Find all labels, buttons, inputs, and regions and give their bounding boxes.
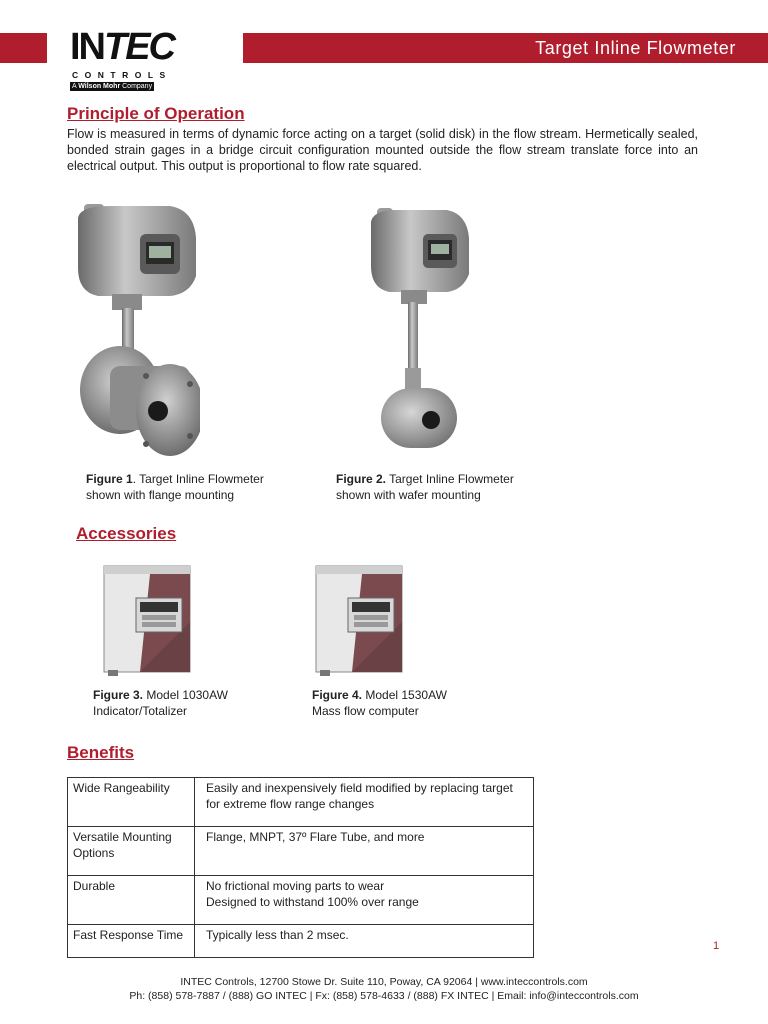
benefit-name: Versatile Mounting Options	[68, 827, 195, 876]
benefit-description: Flange, MNPT, 37º Flare Tube, and more	[195, 827, 534, 876]
benefit-description: Typically less than 2 msec.	[195, 925, 534, 958]
header-bar-left	[0, 33, 47, 63]
intec-logo	[70, 26, 174, 94]
figure-3-image	[100, 562, 194, 678]
benefits-heading: Benefits	[67, 743, 135, 762]
figure-4-image	[312, 562, 406, 678]
accessories-heading: Accessories	[76, 524, 177, 543]
figure-1-caption: Figure 1. Target Inline Flowmeter shown with flange mounting	[86, 472, 264, 502]
page-number: 1	[713, 940, 720, 952]
footer-address: INTEC Controls, 12700 Stowe Dr. Suite 110, Poway, CA 92064 | www.inteccontrols.com	[180, 976, 588, 988]
principle-heading: Principle of Operation	[67, 104, 245, 123]
benefits-table	[67, 777, 534, 958]
benefit-name: Wide Rangeability	[68, 778, 195, 827]
table-row	[68, 925, 534, 958]
benefit-description: Easily and inexpensively field modified by replacing target for extreme flow range changes	[195, 778, 534, 827]
logo-controls: CONTROLS	[72, 70, 172, 80]
table-row	[68, 778, 534, 827]
page-title: Target Inline Flowmeter	[535, 38, 736, 58]
benefit-name: Fast Response Time	[68, 925, 195, 958]
figure-4-caption: Figure 4. Model 1530AW Mass flow computer	[312, 688, 447, 718]
logo-wordmark: INTEC	[70, 26, 174, 68]
table-row	[68, 876, 534, 925]
principle-text: Flow is measured in terms of dynamic force acting on a target (solid disk) in the flow stream. Hermetically sealed, bonded strain gages in a bridge circuit configuration mounted outside the flow stream translate force into an electrical output. This output is proportional to flow rate squared.	[67, 127, 698, 173]
footer	[0, 975, 768, 1003]
logo-tagline: A Wilson Mohr Company	[72, 83, 153, 90]
table-row	[68, 827, 534, 876]
header-bar	[243, 33, 768, 63]
benefit-description: No frictional moving parts to wear Designed to withstand 100% over range	[195, 876, 534, 925]
benefit-name: Durable	[68, 876, 195, 925]
figure-2-caption: Figure 2. Target Inline Flowmeter shown with wafer mounting	[336, 472, 514, 502]
figure-2-image	[367, 204, 471, 454]
figure-3-caption: Figure 3. Model 1030AW Indicator/Totalizer	[93, 688, 228, 718]
footer-contact: Ph: (858) 578-7887 / (888) GO INTEC | Fx: (858) 578-4633 / (888) FX INTEC | Email: info@inteccontrols.com	[129, 990, 639, 1002]
figure-1-image	[70, 198, 200, 460]
